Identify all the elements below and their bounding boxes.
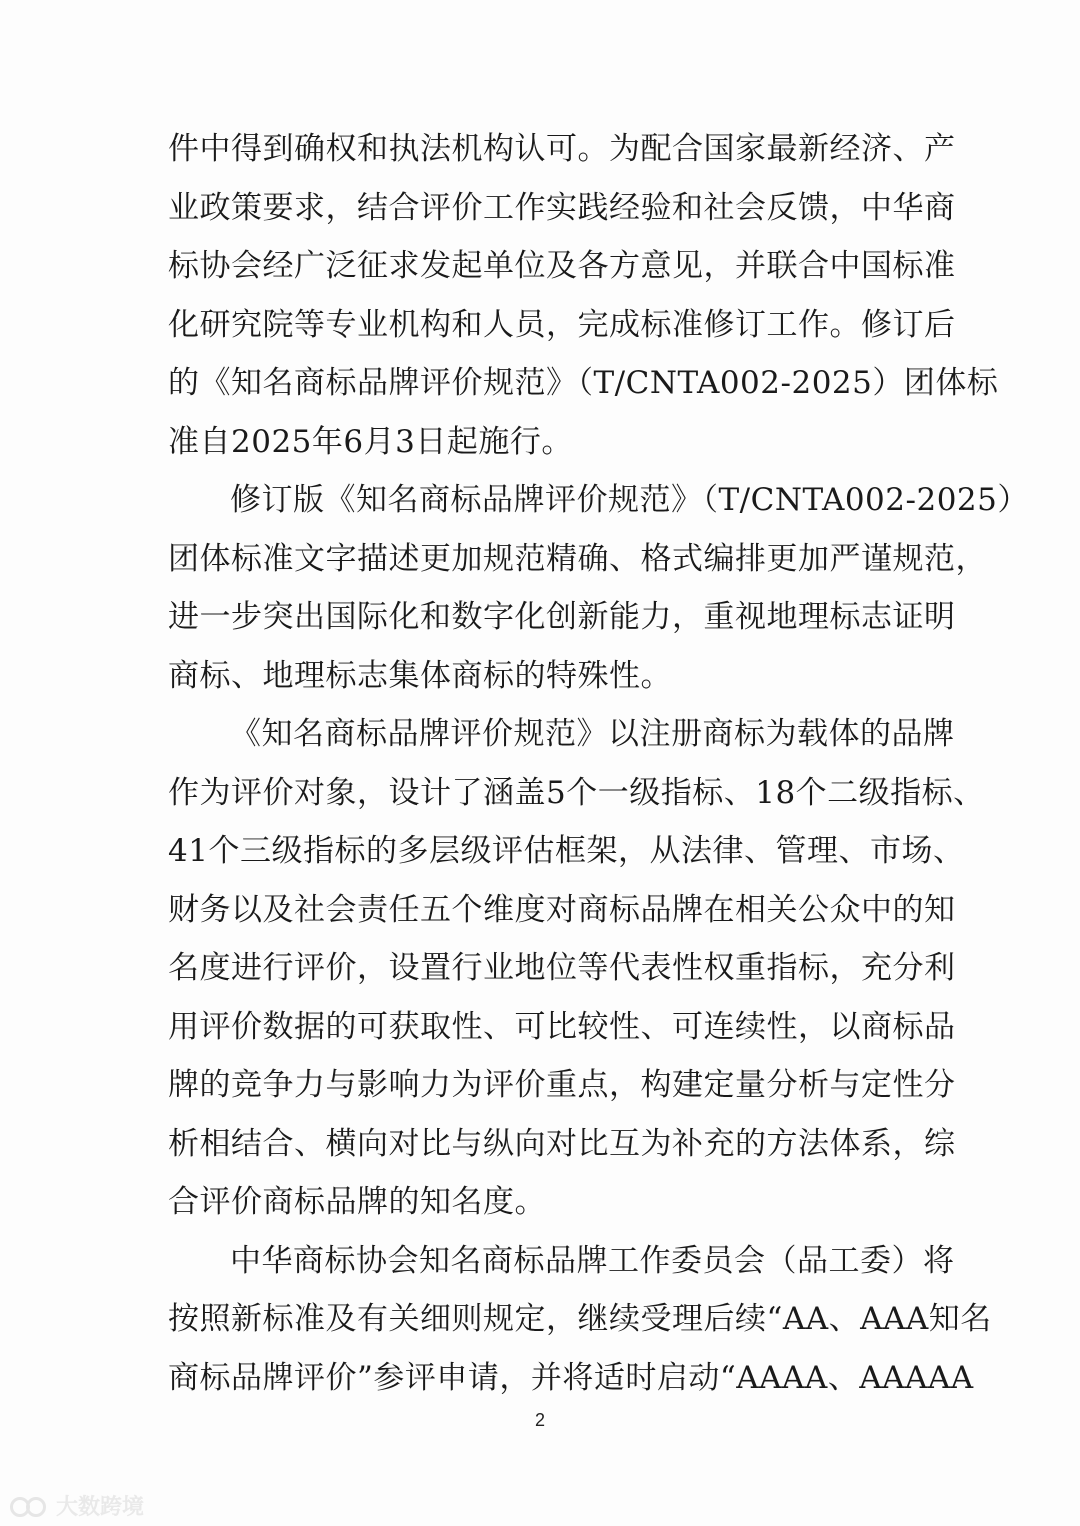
text-line: 用评价数据的可获取性、可比较性、可连续性，以商标品 xyxy=(168,1008,956,1045)
text-line: 《知名商标品牌评价规范》以注册商标为载体的品牌 xyxy=(230,716,955,752)
text-line: 件中得到确权和执法机构认可。为配合国家最新经济、产 xyxy=(168,131,956,167)
page-number: 2 xyxy=(534,1410,545,1430)
text-line: 中华商标协会知名商标品牌工作委员会（品工委）将 xyxy=(230,1242,955,1279)
text-line: 修订版《知名商标品牌评价规范》（T/CNTA002-2025） xyxy=(230,482,1029,518)
text-line: 合评价商标品牌的知名度。 xyxy=(168,1184,546,1220)
text-line: 名度进行评价，设置行业地位等代表性权重指标，充分利 xyxy=(168,950,956,986)
text-line: 按照新标准及有关细则规定，继续受理后续“AA、AAA知名 xyxy=(168,1301,992,1337)
text-line: 团体标准文字描述更加规范精确、格式编排更加严谨规范， xyxy=(168,540,987,577)
text-line: 41个三级指标的多层级评估框架，从法律、管理、市场、 xyxy=(168,833,965,869)
watermark-text: 大数跨境 xyxy=(56,1494,145,1520)
text-line: 商标、地理标志集体商标的特殊性。 xyxy=(168,657,672,694)
text-line: 标协会经广泛征求发起单位及各方意见，并联合中国标准 xyxy=(168,248,956,284)
text-line: 准自2025年6月3日起施行。 xyxy=(168,423,573,460)
text-line: 业政策要求，结合评价工作实践经验和社会反馈，中华商 xyxy=(168,189,956,226)
text-line: 进一步突出国际化和数字化创新能力，重视地理标志证明 xyxy=(168,599,956,635)
document-body xyxy=(168,120,1029,1407)
text-line: 财务以及社会责任五个维度对商标品牌在相关公众中的知 xyxy=(168,891,956,928)
link-rings-icon xyxy=(10,1494,50,1516)
text-line: 化研究院等专业机构和人员，完成标准修订工作。修订后 xyxy=(168,306,956,343)
text-line: 析相结合、横向对比与纵向对比互为补充的方法体系，综 xyxy=(168,1125,956,1162)
text-line: 商标品牌评价”参评申请，并将适时启动“AAAA、AAAAA xyxy=(168,1359,974,1396)
text-line: 的《知名商标品牌评价规范》（T/CNTA002-2025）团体标 xyxy=(168,365,999,401)
watermark xyxy=(10,1490,144,1520)
text-line: 牌的竞争力与影响力为评价重点，构建定量分析与定性分 xyxy=(168,1067,956,1103)
text-line: 作为评价对象，设计了涵盖5个一级指标、18个二级指标、 xyxy=(168,774,985,811)
